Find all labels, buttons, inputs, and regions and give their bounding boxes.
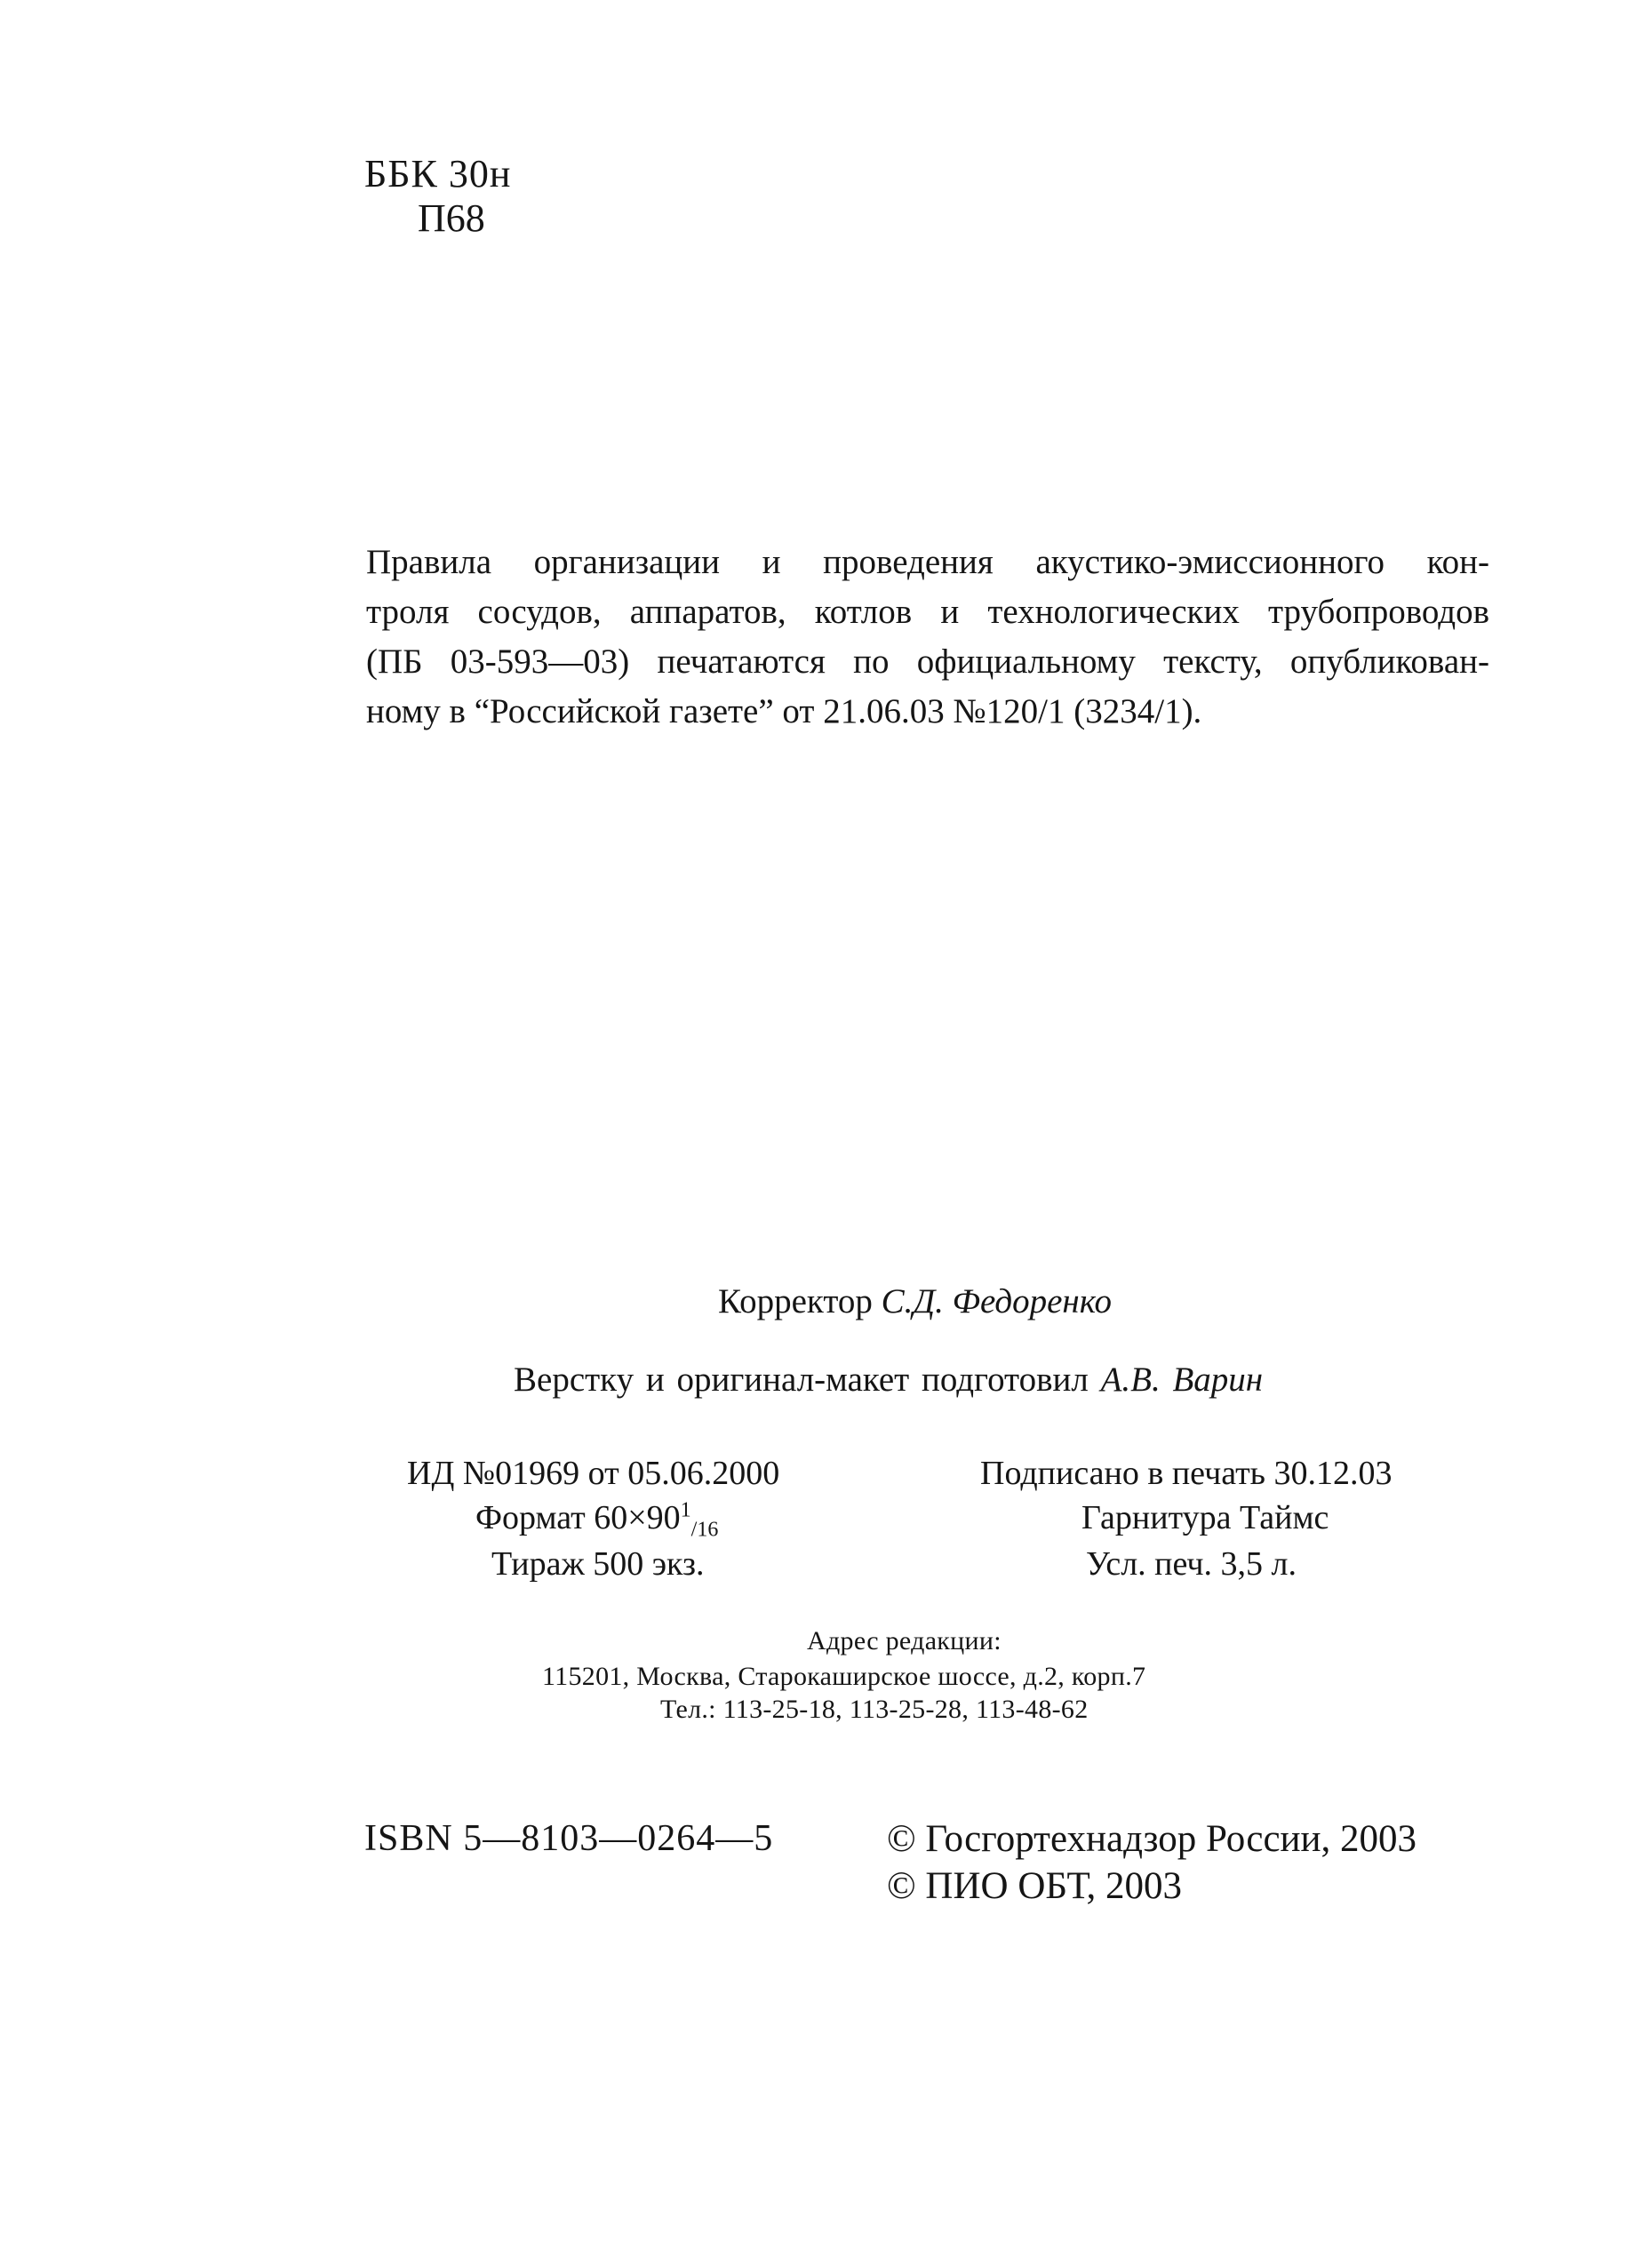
description-paragraph	[366, 538, 1489, 737]
copyright-line: © ПИО ОБТ, 2003	[887, 1865, 1182, 1907]
signed-to-print: Подписано в печать 30.12.03	[980, 1455, 1393, 1492]
description-line: троля сосудов, аппаратов, котлов и технологических трубопроводов	[366, 593, 1489, 631]
address-phones: Тел.: 113-25-18, 113-25-28, 113-48-62	[660, 1695, 1089, 1724]
address-street: 115201, Москва, Старокаширское шоссе, д.2, корп.7	[542, 1662, 1146, 1691]
description-line: Правила организации и проведения акустико-эмиссионного кон-	[366, 543, 1489, 581]
format-sup: 1	[680, 1498, 691, 1522]
author-code: П68	[418, 196, 485, 240]
copyright-line: © Госгортехнадзор России, 2003	[887, 1818, 1417, 1860]
corrector-credit	[718, 1281, 1112, 1321]
corrector-label: Корректор	[718, 1282, 873, 1320]
description-line: (ПБ 03-593—03) печатаются по официальному тексту, опубликован-	[366, 642, 1489, 681]
printed-sheets: Усл. печ. 3,5 л.	[1086, 1545, 1297, 1583]
format-sub: /16	[690, 1518, 719, 1542]
print-run: Тираж 500 экз.	[491, 1545, 705, 1583]
description-line: ному в “Российской газете” от 21.06.03 №120/1 (3234/1).	[366, 692, 1202, 730]
corrector-name: С.Д. Федоренко	[881, 1282, 1113, 1320]
layout-name: А.В. Варин	[1100, 1360, 1264, 1399]
layout-credit	[514, 1360, 1263, 1400]
format-label: Формат 60×90	[475, 1499, 681, 1536]
typeface: Гарнитура Таймс	[1081, 1499, 1329, 1536]
address-heading: Адрес редакции:	[807, 1626, 1002, 1656]
isbn: ISBN 5—8103—0264—5	[364, 1818, 774, 1859]
publisher-id: ИД №01969 от 05.06.2000	[407, 1455, 780, 1492]
layout-label: Верстку и оригинал-макет подготовил	[514, 1360, 1089, 1399]
bbk-code: ББК 30н	[364, 152, 512, 195]
paper-format	[475, 1498, 719, 1542]
